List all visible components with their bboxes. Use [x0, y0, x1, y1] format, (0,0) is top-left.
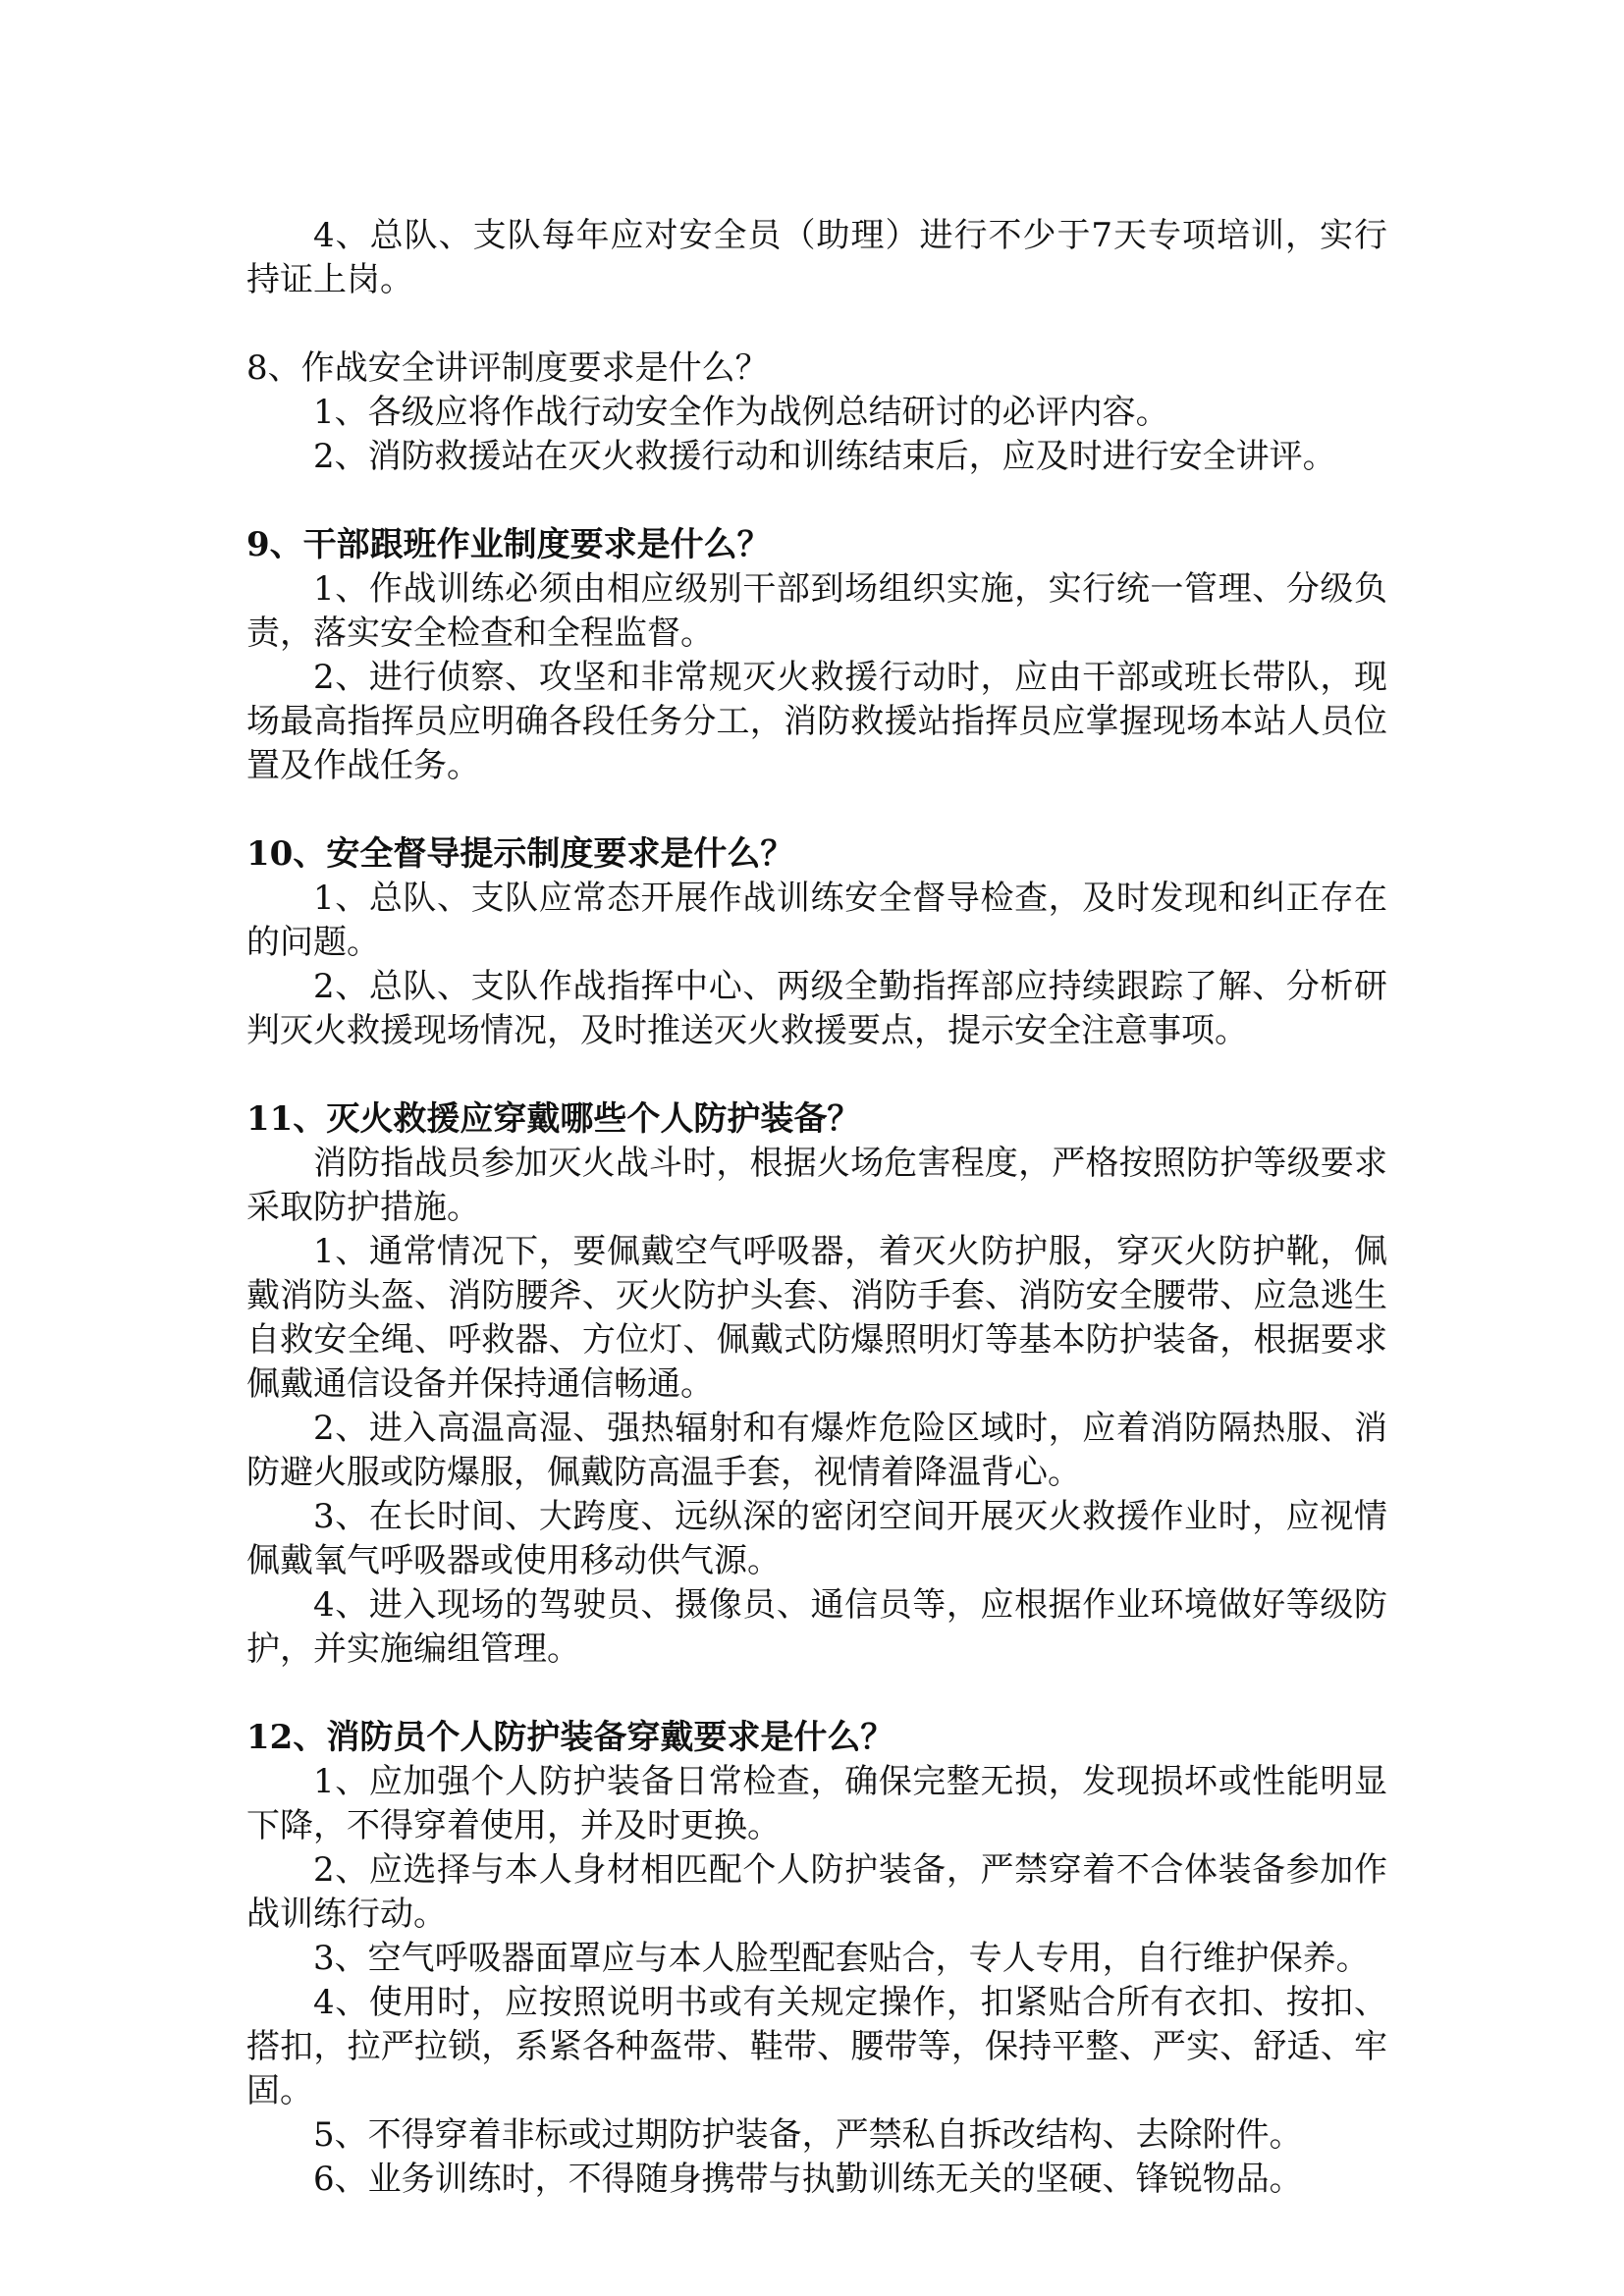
- section-paragraph: 2、应选择与本人身材相匹配个人防护装备，严禁穿着不合体装备参加作战训练行动。: [246, 1850, 1387, 1934]
- section-paragraph: 1、作战训练必须由相应级别干部到场组织实施，实行统一管理、分级负责，落实安全检查和全程监督。: [246, 569, 1387, 653]
- document-section: [246, 832, 1387, 1053]
- section-paragraph: 2、进行侦察、攻坚和非常规灭火救援行动时，应由干部或班长带队，现场最高指挥员应明确各段任务分工，消防救援站指挥员应掌握现场本站人员位置及作战任务。: [246, 658, 1387, 785]
- document-section: [246, 347, 1387, 479]
- document-section: [246, 214, 1387, 302]
- document-section: [246, 1097, 1387, 1672]
- section-paragraph: 4、使用时，应按照说明书或有关规定操作，扣紧贴合所有衣扣、按扣、搭扣，拉严拉锁，系紧各种盔带、鞋带、腰带等，保持平整、严实、舒适、牢固。: [246, 1983, 1387, 2110]
- section-paragraph: 4、总队、支队每年应对安全员（助理）进行不少于7天专项培训，实行持证上岗。: [246, 216, 1387, 299]
- section-paragraph: 5、不得穿着非标或过期防护装备，严禁私自拆改结构、去除附件。: [313, 2115, 1303, 2155]
- section-paragraph: 消防指战员参加灭火战斗时，根据火场危害程度，严格按照防护等级要求采取防护措施。: [246, 1144, 1387, 1227]
- section-paragraph: 3、空气呼吸器面罩应与本人脸型配套贴合，专人专用，自行维护保养。: [313, 1939, 1370, 1978]
- document-section: [246, 1716, 1387, 2202]
- section-heading: 9、干部跟班作业制度要求是什么？: [246, 525, 771, 564]
- section-paragraph: 3、在长时间、大跨度、远纵深的密闭空间开展灭火救援作业时，应视情佩戴氧气呼吸器或使用移动供气源。: [246, 1497, 1387, 1580]
- section-paragraph: 6、业务训练时，不得随身携带与执勤训练无关的坚硬、锋锐物品。: [313, 2160, 1303, 2199]
- section-paragraph: 2、总队、支队作战指挥中心、两级全勤指挥部应持续跟踪了解、分析研判灭火救援现场情况，及时推送灭火救援要点，提示安全注意事项。: [246, 967, 1387, 1050]
- section-heading: 10、安全督导提示制度要求是什么？: [246, 834, 794, 874]
- section-paragraph: 2、进入高温高湿、强热辐射和有爆炸危险区域时，应着消防隔热服、消防避火服或防爆服，佩戴防高温手套，视情着降温背心。: [246, 1409, 1387, 1492]
- section-paragraph: 4、进入现场的驾驶员、摄像员、通信员等，应根据作业环境做好等级防护，并实施编组管理。: [246, 1585, 1387, 1669]
- document-section: [246, 523, 1387, 788]
- document-page: [246, 214, 1387, 2246]
- section-heading: 8、作战安全讲评制度要求是什么？: [246, 348, 769, 388]
- section-heading: 12、消防员个人防护装备穿戴要求是什么？: [246, 1718, 894, 1757]
- section-paragraph: 1、各级应将作战行动安全作为战例总结研讨的必评内容。: [313, 393, 1169, 432]
- section-paragraph: 1、总队、支队应常态开展作战训练安全督导检查，及时发现和纠正存在的问题。: [246, 879, 1387, 962]
- section-heading: 11、灭火救援应穿戴哪些个人防护装备？: [246, 1099, 861, 1139]
- section-paragraph: 1、应加强个人防护装备日常检查，确保完整无损，发现损坏或性能明显下降，不得穿着使用，并及时更换。: [246, 1762, 1387, 1845]
- section-paragraph: 1、通常情况下，要佩戴空气呼吸器，着灭火防护服，穿灭火防护靴，佩戴消防头盔、消防腰斧、灭火防护头套、消防手套、消防安全腰带、应急逃生自救安全绳、呼救器、方位灯、佩戴式防爆照明灯等基本防护装备，根据要求佩戴通信设备并保持通信畅通。: [246, 1232, 1387, 1404]
- section-paragraph: 2、消防救援站在灭火救援行动和训练结束后，应及时进行安全讲评。: [313, 437, 1336, 476]
